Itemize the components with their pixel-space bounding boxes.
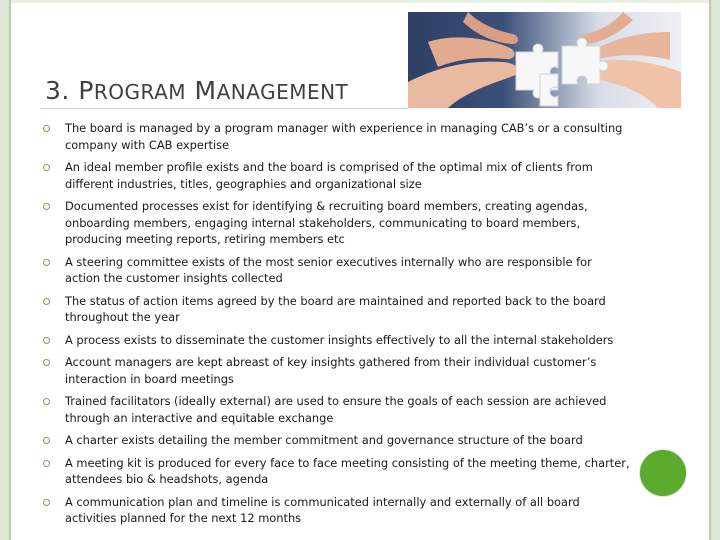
list-item	[40, 254, 630, 287]
list-item-text: Documented processes exist for identifying & recruiting board members, creating agendas, onboarding members, engaging internal stakeholders, communicating to board members, producing meeting reports, retiring members etc	[65, 199, 588, 246]
right-border	[711, 0, 720, 540]
bullet-icon	[43, 259, 50, 266]
list-item-text: An ideal member profile exists and the board is comprised of the optimal mix of clients from different industries, titles, geographies and organizational size	[65, 160, 593, 191]
bullet-icon	[43, 164, 50, 171]
slide-title	[45, 76, 348, 105]
list-item	[40, 432, 630, 449]
bullet-icon	[43, 337, 50, 344]
list-item	[40, 393, 630, 426]
list-item-text: The status of action items agreed by the board are maintained and reported back to the board throughout the year	[65, 293, 606, 324]
list-item	[40, 120, 630, 153]
left-border-line	[9, 0, 11, 540]
list-item-text: The board is managed by a program manager with experience in managing CAB’s or a consulting company with CAB expertise	[65, 121, 623, 152]
list-item-text: A meeting kit is produced for every face to face meeting consisting of the meeting theme, charter, attendees bio & headshots, agenda	[65, 455, 630, 486]
title-word-1: PROGRAM	[78, 76, 187, 105]
title-underline	[40, 108, 408, 109]
list-item	[40, 159, 630, 192]
bullet-icon	[43, 203, 50, 210]
list-item-text: Trained facilitators (ideally external) are used to ensure the goals of each session are achieved through an interactive and equitable exchange	[65, 394, 607, 425]
list-item	[40, 494, 630, 527]
list-item-text: A charter exists detailing the member commitment and governance structure of the board	[65, 433, 583, 447]
list-item-text: Account managers are kept abreast of key insights gathered from their individual customer’s interaction in board meetings	[65, 355, 597, 386]
list-item	[40, 198, 630, 248]
title-number: 3.	[45, 76, 70, 105]
title-word-2: MANAGEMENT	[194, 76, 349, 105]
bullet-icon	[43, 359, 50, 366]
list-item-text: A steering committee exists of the most senior executives internally who are responsible for action the customer insights collected	[65, 254, 592, 285]
bullet-icon	[43, 298, 50, 305]
puzzle-hands-icon	[408, 12, 681, 108]
list-item-text: A communication plan and timeline is communicated internally and externally of all board activities planned for the next 12 months	[65, 494, 580, 525]
bullet-icon	[43, 460, 50, 467]
accent-circle	[640, 450, 686, 496]
bullet-icon	[43, 125, 50, 132]
list-item	[40, 293, 630, 326]
list-item	[40, 455, 630, 488]
left-border	[0, 0, 9, 540]
list-item	[40, 354, 630, 387]
list-item	[40, 332, 630, 349]
list-item-text: A process exists to disseminate the customer insights effectively to all the internal stakeholders	[65, 332, 614, 347]
bullet-icon	[43, 437, 50, 444]
bullet-icon	[43, 499, 50, 506]
right-border-line	[709, 0, 711, 540]
bullet-icon	[43, 398, 50, 405]
bullet-list	[40, 120, 630, 533]
top-border	[11, 0, 709, 3]
